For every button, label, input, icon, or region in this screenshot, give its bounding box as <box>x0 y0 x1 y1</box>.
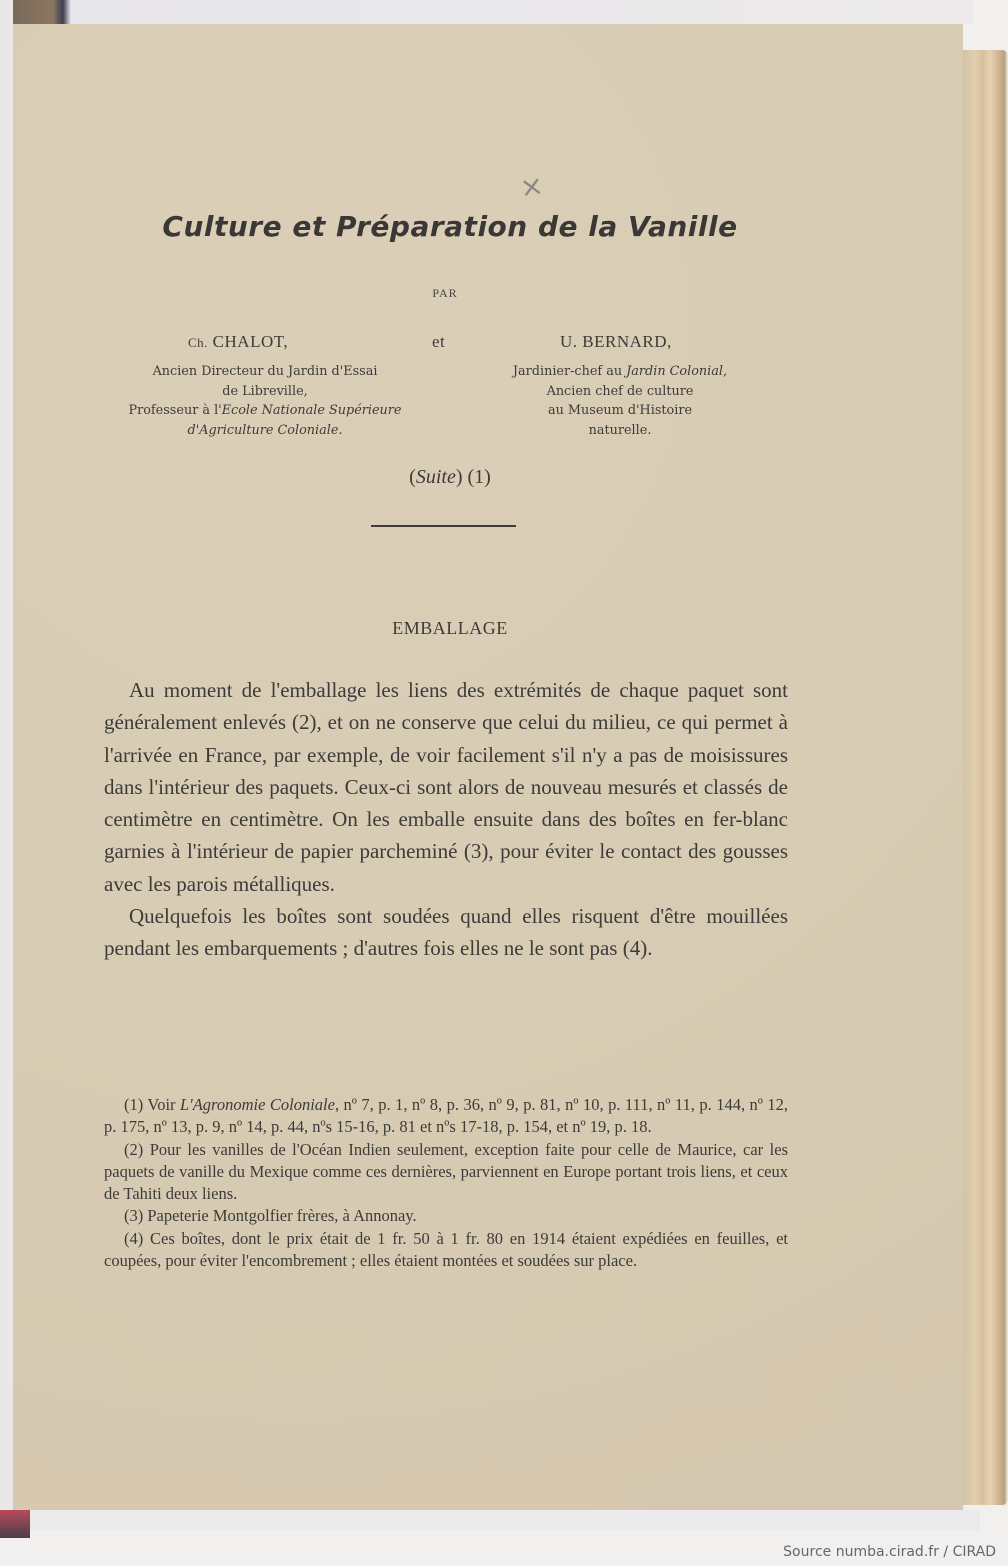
affiliation-line <box>100 421 430 441</box>
affiliation-text: Jardinier-chef au <box>512 364 627 379</box>
affiliation-text: Professeur à l' <box>128 403 222 418</box>
scan-top-edge <box>13 0 973 24</box>
journal-title: L'Agronomie Coloniale <box>180 1095 335 1114</box>
byline-par: PAR <box>432 286 458 300</box>
affiliation-line: naturelle. <box>588 422 652 438</box>
book-cover-corner <box>0 1510 30 1538</box>
affiliation-line <box>100 401 430 421</box>
affiliation-line: Ancien Directeur du Jardin d'Essai <box>152 364 378 379</box>
footnotes <box>104 1094 788 1272</box>
footnote-ref-1: (1) <box>467 466 491 488</box>
separator-rule <box>371 525 516 527</box>
author-conjunction: et <box>432 332 446 351</box>
affiliation-line: au Museum d'Histoire <box>547 403 693 418</box>
author-1-name <box>188 332 288 352</box>
article-title: Culture et Préparation de la Vanille <box>162 210 738 243</box>
author-1-affiliation <box>100 362 430 440</box>
footnote-1 <box>104 1094 788 1139</box>
source-attribution: Source numba.cirad.fr / CIRAD <box>783 1544 996 1560</box>
author-1-surname: CHALOT, <box>212 332 289 351</box>
institution-name: Ecole Nationale Supérieure <box>221 403 402 418</box>
author-1-prefix: Ch. <box>188 335 208 350</box>
continuation-label: (Suite) (1) <box>409 466 491 488</box>
scan-margin-left <box>0 0 13 1530</box>
author-2-name: U. BERNARD, <box>560 332 672 351</box>
section-heading: EMBALLAGE <box>392 618 508 638</box>
institution-name: d'Agriculture Coloniale. <box>187 422 343 438</box>
scan-margin-bottom <box>30 1510 980 1530</box>
affiliation-line: de Libreville, <box>222 383 308 399</box>
footnote-2: (2) Pour les vanilles de l'Océan Indien seulement, exception faite pour celle de Maurice, car les paquets de vanille du Mexique comme ces dernières, parviennent en Europe portant trois liens, et ceux de Tahiti deux liens. <box>104 1139 788 1204</box>
book-page-edges <box>963 50 1008 1505</box>
author-2-affiliation <box>480 362 760 440</box>
affiliation-line <box>480 362 760 382</box>
footnote-3: (3) Papeterie Montgolfier frères, à Annonay. <box>124 1206 417 1226</box>
footnote-text: , nº 7, p. 1, nº 8, p. 36, nº 9, p. 81, nº 10, p. 111, nº 11, p. 144, nº 12, p. 175, nº 13, p. 9, nº 14, p. 44, nºs 15-16, p. 81 et nºs 17-18, p. 154, et nº 19, p. 18. <box>104 1095 789 1137</box>
paragraph: Au moment de l'emballage les liens des extrémités de chaque paquet sont généralement enlevés (2), et on ne conserve que celui du milieu, ce qui permet à l'arrivée en France, par exemple, de voir facilement s'il n'y a pas de moisissures dans l'intérieur des paquets. Ceux-ci sont alors de nouveau mesurés et classés de centimètre en centimètre. On les emballe ensuite dans des boîtes en fer-blanc garnies à l'intérieur de papier parcheminé (3), pour éviter le contact des gousses avec les parois métalliques. <box>104 678 788 896</box>
affiliation-line: Ancien chef de culture <box>546 383 694 399</box>
pencil-mark: × <box>517 168 546 205</box>
footnote-4: (4) Ces boîtes, dont le prix était de 1 fr. 50 à 1 fr. 80 en 1914 étaient expédiées en feuilles, et coupées, pour éviter l'encombrement ; elles étaient montées et soudées sur place. <box>104 1228 788 1271</box>
institution-name: Jardin Colonial, <box>626 364 728 379</box>
footnote-text: (1) Voir <box>124 1095 180 1114</box>
paragraph: Quelquefois les boîtes sont soudées quand elles risquent d'être mouillées pendant les embarquements ; d'autres fois elles ne le sont pas (4). <box>104 904 788 961</box>
article-body <box>104 674 788 965</box>
suite-text: Suite <box>415 466 456 488</box>
